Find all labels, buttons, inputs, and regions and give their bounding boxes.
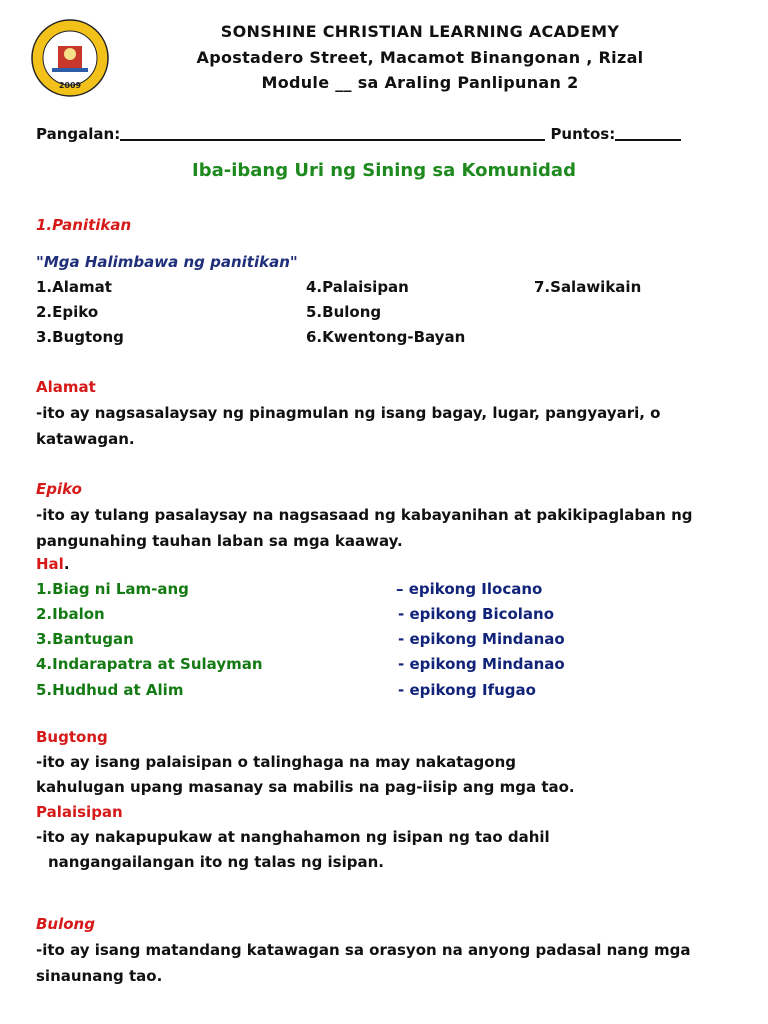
epic-origin: - epikong Mindanao xyxy=(398,655,565,673)
school-logo-seal xyxy=(30,18,110,98)
example-item: 1.Alamat xyxy=(36,278,112,296)
name-blank[interactable] xyxy=(120,139,545,141)
definition-bulong: -ito ay isang matandang katawagan sa orasyon na anyong padasal nang mga sinaunang tao. xyxy=(36,941,691,985)
school-name: SONSHINE CHRISTIAN LEARNING ACADEMY xyxy=(220,22,620,41)
module-title: Module __ sa Araling Panlipunan 2 xyxy=(261,73,579,92)
epic-origin: - epikong Mindanao xyxy=(398,630,565,648)
section-heading-panitikan: 1.Panitikan xyxy=(36,216,132,234)
examples-subheading: "Mga Halimbawa ng panitikan" xyxy=(36,253,298,271)
definition-epiko: -ito ay tulang pasalaysay na nagsasaad ng kabayanihan at pakikipaglaban ng pangunahing tauhan laban sa mga kaaway. xyxy=(36,506,693,550)
definition-bugtong-line1: -ito ay isang palaisipan o talinghaga na may nakatagong xyxy=(36,753,517,771)
example-item: 7.Salawikain xyxy=(534,278,642,296)
epic-title: 4.Indarapatra at Sulayman xyxy=(36,655,263,673)
definition-palaisipan-line1: -ito ay nakapupukaw at nanghahamon ng isipan ng tao dahil xyxy=(36,828,550,846)
epic-origin: - epikong Bicolano xyxy=(398,605,555,623)
epic-title: 5.Hudhud at Alim xyxy=(36,681,184,699)
score-blank[interactable] xyxy=(615,139,681,141)
epic-title: 2.Ibalon xyxy=(36,605,105,623)
epic-origin: – epikong Ilocano xyxy=(396,580,543,598)
example-item: 5.Bulong xyxy=(306,303,382,321)
hal-label xyxy=(36,555,70,573)
definition-bugtong-line2: kahulugan upang masanay sa mabilis na pag-iisip ang mga tao. xyxy=(36,778,575,796)
example-item: 2.Epiko xyxy=(36,303,99,321)
example-item: 3.Bugtong xyxy=(36,328,124,346)
term-alamat: Alamat xyxy=(36,378,96,396)
name-score-line xyxy=(36,125,736,143)
definition-alamat: -ito ay nagsasalaysay ng pinagmulan ng isang bagay, lugar, pangyayari, o katawagan. xyxy=(36,404,661,448)
page-title: Iba-ibang Uri ng Sining sa Komunidad xyxy=(192,160,576,181)
term-epiko: Epiko xyxy=(36,480,82,498)
hal-dot: . xyxy=(63,555,70,573)
example-item: 6.Kwentong-Bayan xyxy=(306,328,466,346)
score-label: Puntos: xyxy=(550,125,616,143)
term-bugtong: Bugtong xyxy=(36,728,108,746)
term-bulong: Bulong xyxy=(36,915,95,933)
epic-title: 1.Biag ni Lam-ang xyxy=(36,580,189,598)
logo-year: 2009 xyxy=(58,81,82,90)
definition-palaisipan-line2: nangangailangan ito ng talas ng isipan. xyxy=(48,853,384,871)
example-item: 4.Palaisipan xyxy=(306,278,409,296)
term-palaisipan: Palaisipan xyxy=(36,803,123,821)
school-address: Apostadero Street, Macamot Binangonan , Rizal xyxy=(196,48,644,67)
epic-origin: - epikong Ifugao xyxy=(398,681,536,699)
epic-title: 3.Bantugan xyxy=(36,630,134,648)
name-label: Pangalan: xyxy=(36,125,121,143)
hal-word: Hal xyxy=(36,555,64,573)
